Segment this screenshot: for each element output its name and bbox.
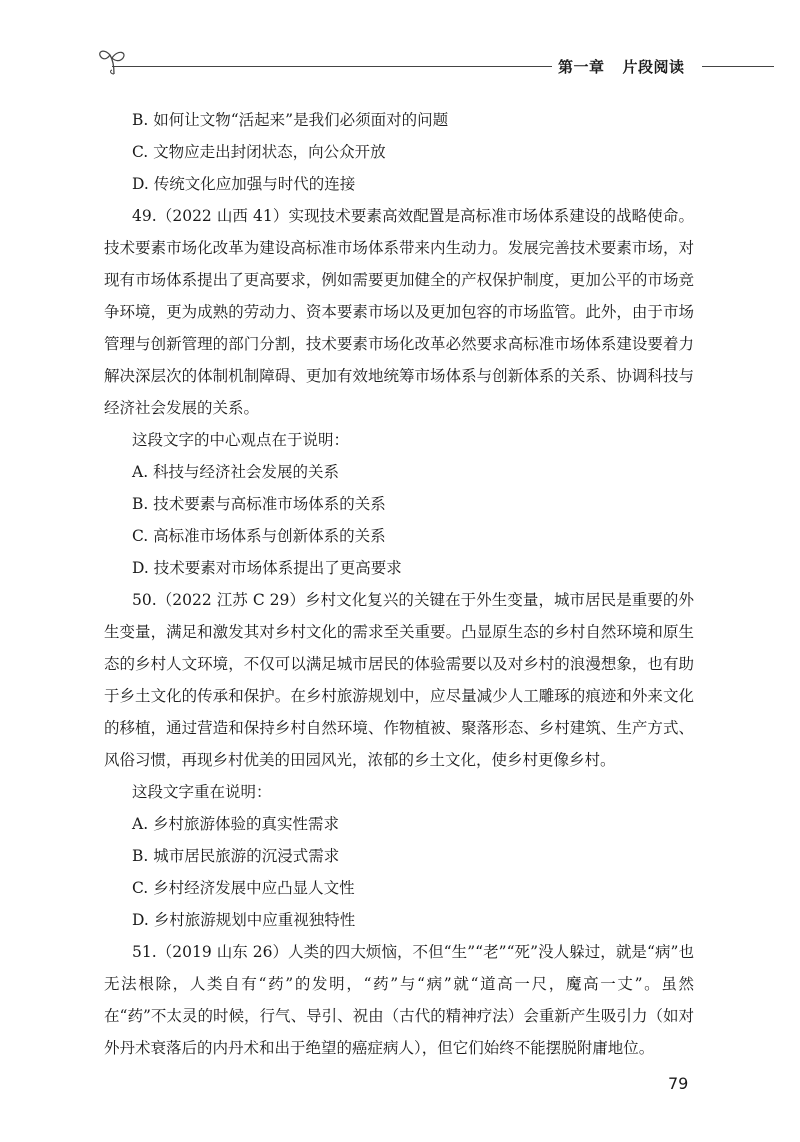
q50-prompt: 这段文字重在说明： — [132, 783, 272, 801]
page-number: 79 — [668, 1074, 689, 1093]
q48-option-b: B. 如何让文物“活起来”是我们必须面对的问题 — [132, 111, 449, 129]
sprout-icon — [94, 44, 134, 78]
q50-passage: 50.（2022 江苏 C 29）乡村文化复兴的关键在于外生变量，城市居民是重要的外生变量，满足和激发其对乡村文化的需求至关重要。凸显原生态的乡村自然环境和原生态的乡村人文环境，不仅可以满足城市居民的体验需要以及对乡村的浪漫想象，也有助于乡土文化的传承和保护。在乡村旅游规划中，应尽量减少人工雕琢的痕迹和外来文化的移植，通过营造和保持乡村自然环境、作物植被、聚落形态、乡村建筑、生产方式、风俗习惯，再现乡村优美的田园风光，浓郁的乡土文化，使乡村更像乡村。 — [104, 591, 694, 769]
page-body — [104, 104, 694, 1064]
chapter-title — [558, 56, 685, 77]
q49-prompt: 这段文字的中心观点在于说明： — [132, 431, 350, 449]
header-rule-right — [702, 66, 774, 67]
q49-passage: 49.（2022 山西 41）实现技术要素高效配置是高标准市场体系建设的战略使命。技术要素市场化改革为建设高标准市场体系带来内生动力。发展完善技术要素市场，对现有市场体系提出了更高要求，例如需要更加健全的产权保护制度，更加公平的市场竞争环境，更为成熟的劳动力、资本要素市场以及更加包容的市场监管。此外，由于市场管理与创新管理的部门分割，技术要素市场化改革必然要求高标准市场体系建设要着力解决深层次的体制机制障碍、更加有效地统筹市场体系与创新体系的关系、协调科技与经济社会发展的关系。 — [104, 207, 694, 417]
q50-option-c: C. 乡村经济发展中应凸显人文性 — [132, 879, 355, 897]
q50-option-d: D. 乡村旅游规划中应重视独特性 — [132, 911, 356, 929]
q48-option-d: D. 传统文化应加强与时代的连接 — [132, 175, 356, 193]
q48-option-c: C. 文物应走出封闭状态，向公众开放 — [132, 143, 386, 161]
q50-option-b: B. 城市居民旅游的沉浸式需求 — [132, 847, 340, 865]
q49-option-c: C. 高标准市场体系与创新体系的关系 — [132, 527, 386, 545]
page-header — [0, 42, 800, 82]
section-title: 片段阅读 — [622, 58, 685, 76]
q50-option-a: A. 乡村旅游体验的真实性需求 — [132, 815, 340, 833]
chapter-number: 第一章 — [558, 58, 605, 76]
q51-passage: 51.（2019 山东 26）人类的四大烦恼，不但“生”“老”“死”没人躲过，就是“病”也无法根除，人类自有“药”的发明，“药”与“病”就“道高一尺，魔高一丈”。虽然在“药”不太灵的时候，行气、导引、祝由（古代的精神疗法）会重新产生吸引力（如对外丹术衰落后的内丹术和出于绝望的癌症病人），但它们始终不能摆脱附庸地位。 — [104, 943, 694, 1057]
q49-option-d: D. 技术要素对市场体系提出了更高要求 — [132, 559, 402, 577]
q49-option-a: A. 科技与经济社会发展的关系 — [132, 463, 340, 481]
q49-option-b: B. 技术要素与高标准市场体系的关系 — [132, 495, 386, 513]
header-rule-left — [112, 66, 552, 67]
